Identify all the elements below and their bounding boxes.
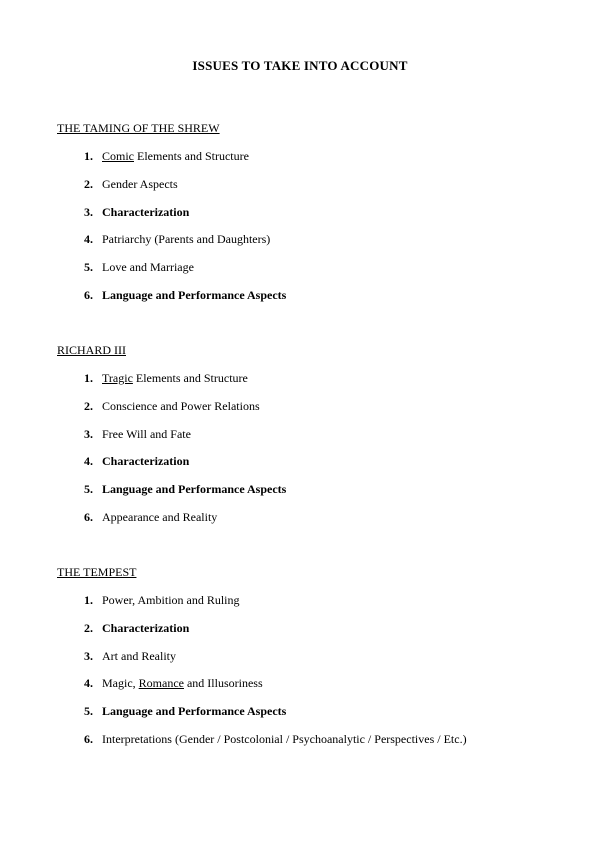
list-item bbox=[57, 148, 577, 176]
section-heading: THE TAMING OF THE SHREW bbox=[57, 121, 220, 135]
issue-list bbox=[57, 592, 577, 759]
item-number: 3. bbox=[84, 648, 93, 663]
item-text: Interpretations (Gender / Postcolonial / Psychoanalytic / Perspectives / Etc.) bbox=[102, 731, 467, 746]
item-text: Language and Performance Aspects bbox=[102, 704, 287, 719]
item-text: Gender Aspects bbox=[102, 176, 178, 191]
item-text: Characterization bbox=[102, 454, 190, 469]
section-heading: RICHARD III bbox=[57, 343, 126, 357]
item-text: Free Will and Fate bbox=[102, 426, 191, 441]
item-text: Art and Reality bbox=[102, 648, 176, 663]
item-number: 3. bbox=[84, 204, 93, 219]
list-item bbox=[57, 675, 577, 703]
item-text: Language and Performance Aspects bbox=[102, 482, 287, 497]
item-text: Power, Ambition and Ruling bbox=[102, 593, 240, 607]
item-text-post: Elements and Structure bbox=[132, 371, 248, 385]
item-text-pre: Magic, bbox=[102, 676, 139, 691]
item-number: 6. bbox=[84, 287, 93, 302]
item-number: 5. bbox=[84, 260, 93, 275]
section-the-tempest bbox=[57, 564, 577, 759]
item-text: Love and Marriage bbox=[102, 260, 194, 275]
list-item bbox=[57, 703, 577, 731]
item-number: 1. bbox=[84, 149, 93, 163]
item-text: Conscience and Power Relations bbox=[102, 398, 260, 413]
item-number: 4. bbox=[84, 454, 93, 469]
list-item bbox=[57, 204, 577, 232]
item-text-post: Elements and Structure bbox=[134, 149, 249, 163]
list-item bbox=[57, 481, 577, 509]
item-number: 4. bbox=[84, 232, 93, 247]
item-text: Language and Performance Aspects bbox=[102, 287, 287, 302]
list-item bbox=[57, 592, 577, 620]
list-item bbox=[57, 259, 577, 287]
list-item bbox=[57, 176, 577, 204]
item-number: 2. bbox=[84, 620, 93, 635]
item-number: 6. bbox=[84, 509, 93, 524]
item-number: 1. bbox=[84, 371, 93, 385]
section-heading: THE TEMPEST bbox=[57, 565, 137, 579]
issue-list bbox=[57, 148, 577, 315]
item-number: 2. bbox=[84, 398, 93, 413]
item-text: Appearance and Reality bbox=[102, 509, 218, 524]
section-taming-of-the-shrew bbox=[57, 120, 577, 315]
list-item bbox=[57, 648, 577, 676]
item-text-underlined: Tragic bbox=[102, 371, 133, 385]
list-item bbox=[57, 287, 577, 315]
section-richard-iii bbox=[57, 342, 577, 537]
issue-list bbox=[57, 370, 577, 537]
item-text-underlined: Comic bbox=[102, 149, 134, 163]
list-item bbox=[57, 370, 577, 398]
list-item bbox=[57, 398, 577, 426]
item-number: 6. bbox=[84, 731, 93, 746]
list-item bbox=[57, 731, 577, 759]
list-item bbox=[57, 509, 577, 537]
item-number: 5. bbox=[84, 704, 93, 719]
item-text-underlined: Romance bbox=[138, 676, 184, 691]
document-title: ISSUES TO TAKE INTO ACCOUNT bbox=[192, 58, 408, 73]
item-number: 2. bbox=[84, 176, 93, 191]
item-number: 1. bbox=[84, 593, 93, 607]
list-item bbox=[57, 453, 577, 481]
list-item bbox=[57, 231, 577, 259]
item-number: 4. bbox=[84, 676, 93, 691]
item-text: Characterization bbox=[102, 204, 190, 219]
item-number: 5. bbox=[84, 482, 93, 497]
item-text: Patriarchy (Parents and Daughters) bbox=[102, 232, 271, 247]
list-item bbox=[57, 426, 577, 454]
item-number: 3. bbox=[84, 426, 93, 441]
item-text: Characterization bbox=[102, 620, 190, 635]
item-text-post: and Illusoriness bbox=[183, 676, 263, 691]
list-item bbox=[57, 620, 577, 648]
